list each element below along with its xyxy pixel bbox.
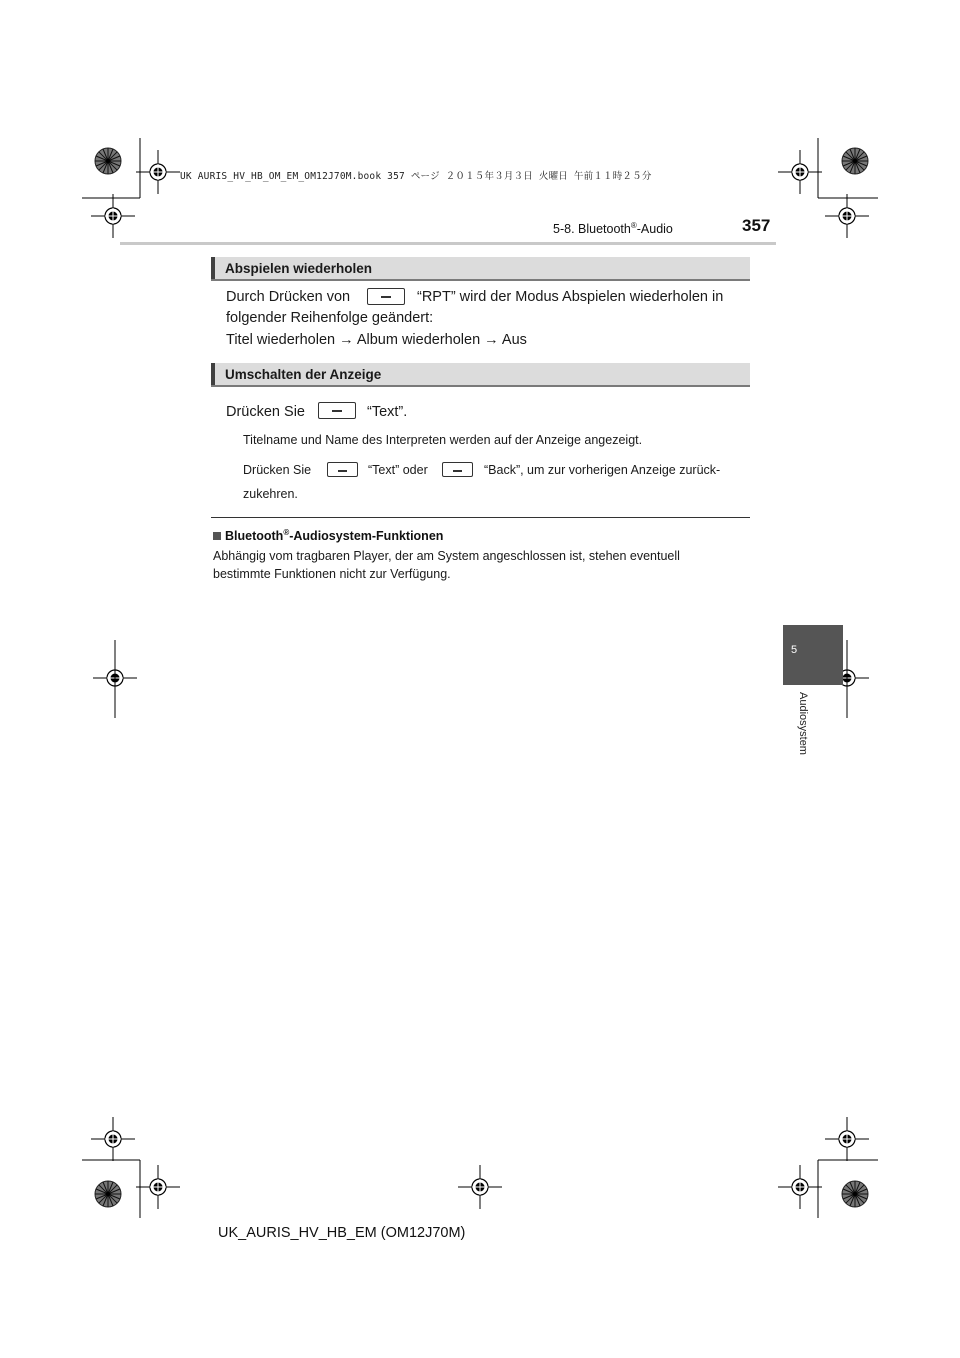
crosshair-top-right-lower — [825, 194, 869, 238]
text-key-icon — [318, 402, 356, 419]
book-print-info: UK AURIS_HV_HB_OM_EM_OM12J70M.book 357 ページ ２０１５年３月３日 火曜日 午前１１時２５分 — [180, 171, 652, 182]
repeat-instruction-end: “RPT” wird der Modus Abspielen wiederholen in — [417, 289, 724, 305]
header-rule — [120, 242, 776, 245]
star-mark-top-right — [842, 148, 868, 174]
display-note-2-middle: “Text” oder — [368, 463, 428, 477]
crosshair-bottom-left — [136, 1165, 180, 1209]
crosshair-bottom-center — [458, 1165, 502, 1209]
note-text-1: Abhängig vom tragbaren Player, der am System angeschlossen ist, stehen eventuell — [213, 549, 680, 563]
display-note-2-start: Drücken Sie — [243, 463, 312, 477]
back-key-icon-small — [442, 462, 473, 477]
crosshair-bottom-right — [778, 1165, 822, 1209]
repeat-instruction-start: Durch Drücken von — [226, 289, 351, 305]
chapter-tab: 5 — [783, 625, 843, 685]
note-text-2: bestimmte Funktionen nicht zur Verfügung. — [213, 567, 451, 581]
display-note-1: Titelname und Name des Interpreten werden auf der Anzeige angezeigt. — [243, 433, 643, 447]
display-note-2-end: “Back”, um zur vorherigen Anzeige zurück- — [484, 463, 721, 477]
star-mark-top-left — [95, 148, 121, 174]
chapter-label: Audiosystem — [797, 692, 809, 755]
footer-code: UK_AURIS_HV_HB_EM (OM12J70M) — [218, 1225, 466, 1241]
star-mark-bottom-left — [95, 1181, 121, 1207]
square-bullet-icon — [213, 532, 221, 540]
crosshair-bottom-left-upper — [91, 1117, 135, 1161]
note-heading: Bluetooth®-Audiosystem-Funktionen — [213, 528, 443, 543]
note-rule — [211, 517, 750, 518]
section-heading-display: Umschalten der Anzeige — [211, 363, 750, 387]
text-key-icon-small — [327, 462, 358, 477]
crosshair-bottom-right-upper — [825, 1117, 869, 1161]
repeat-sequence: Titel wiederholen → Album wiederholen → Aus — [226, 332, 527, 348]
rpt-key-icon — [367, 288, 405, 305]
display-note-2-cont: zukehren. — [243, 487, 298, 501]
crosshair-top-left — [136, 150, 180, 194]
running-header: 5-8. Bluetooth®-Audio — [553, 221, 673, 237]
star-mark-bottom-right — [842, 1181, 868, 1207]
page-number: 357 — [742, 216, 771, 235]
crosshair-top-left-lower — [91, 194, 135, 238]
section-heading-repeat: Abspielen wiederholen — [211, 257, 750, 281]
display-press-start: Drücken Sie — [226, 404, 305, 420]
repeat-instruction-line2: folgender Reihenfolge geändert: — [226, 310, 434, 326]
crosshair-top-right — [778, 150, 822, 194]
display-press-end: “Text”. — [367, 404, 408, 420]
